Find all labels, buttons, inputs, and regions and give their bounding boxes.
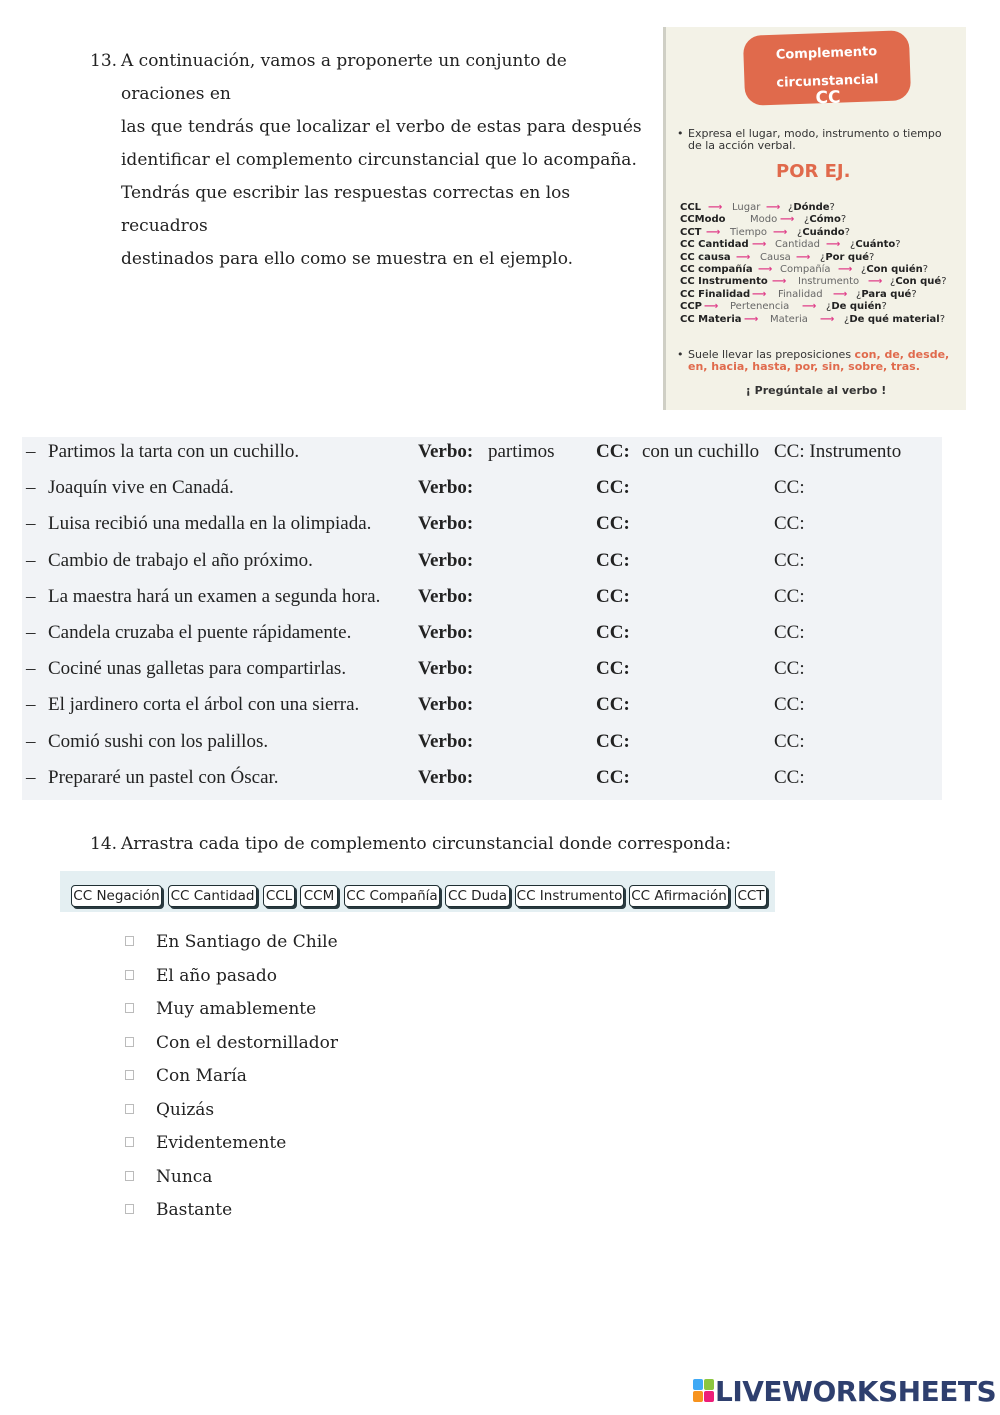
cc-label: CC: <box>596 549 630 571</box>
cc-type-meaning: Pertenencia <box>730 301 790 313</box>
cc-type-key: CC Finalidad <box>680 288 751 300</box>
sentence: Luisa recibió una medalla en la olimpiada. <box>48 513 372 535</box>
item-label: En Santiago de Chile <box>156 932 338 952</box>
cc-type-answer[interactable]: CC: <box>774 694 805 716</box>
arrow-right-icon: ⟶ <box>826 239 841 251</box>
verb-label: Verbo: <box>418 585 474 607</box>
arrow-right-icon: ⟶ <box>752 239 767 251</box>
drag-chip[interactable]: CCT <box>735 885 767 907</box>
cc-type-meaning: Modo <box>750 214 778 226</box>
question-number: 13. <box>90 51 118 71</box>
cc-type-key: CC causa <box>680 251 731 263</box>
cc-label: CC: <box>596 658 630 680</box>
cc-type-question: ¿De quién? <box>826 301 887 313</box>
liveworksheets-logo-icon <box>693 1379 715 1403</box>
table-row: – Prepararé un pastel con Óscar. Verbo: CC: CC: <box>22 763 942 799</box>
cc-type-question: ¿Cuánto? <box>850 239 901 251</box>
logo-wordmark: LIVEWORKSHEETS <box>715 1375 997 1408</box>
table-row: – El jardinero corta el árbol con una sierra. Verbo: CC: CC: <box>22 690 942 726</box>
cc-type-answer[interactable]: CC: <box>774 766 805 788</box>
arrow-right-icon: ⟶ <box>773 226 788 238</box>
question-text: Arrastra cada tipo de complemento circunstancial donde corresponda: <box>121 834 732 854</box>
cc-label: CC: <box>596 694 630 716</box>
question-text-line: las que tendrás que localizar el verbo de estas para después <box>121 117 642 137</box>
verb-answer[interactable]: partimos <box>488 441 555 462</box>
bullet-text: en, hacia, hasta, por, sin, sobre, tras. <box>688 360 920 373</box>
question-text-line: Tendrás que escribir las respuestas correctas en los recuadros <box>121 183 571 236</box>
sentence: Joaquín vive en Canadá. <box>48 477 234 499</box>
cc-type-answer[interactable]: CC: Instrumento <box>774 441 902 462</box>
arrow-right-icon: ⟶ <box>752 288 767 300</box>
verb-label: Verbo: <box>418 622 474 643</box>
arrow-right-icon: ⟶ <box>868 276 883 288</box>
drop-box[interactable] <box>125 1070 134 1080</box>
sentence: Cambio de trabajo el año próximo. <box>48 549 313 571</box>
cc-type-meaning: Cantidad <box>775 239 820 251</box>
item-label: Bastante <box>156 1200 233 1220</box>
cc-type-meaning: Causa <box>760 251 791 263</box>
cc-type-meaning: Tiempo <box>730 226 767 238</box>
arrow-right-icon: ⟶ <box>838 263 853 275</box>
infographic-bullet <box>677 348 958 373</box>
cc-type-question: ¿Para qué? <box>856 288 917 300</box>
drop-box[interactable] <box>125 936 134 946</box>
sentence: Prepararé un pastel con Óscar. <box>48 766 279 788</box>
drop-box[interactable] <box>125 1104 134 1114</box>
arrow-right-icon: ⟶ <box>758 263 773 275</box>
bullet-text: Suele llevar las preposiciones con, de, desde, <box>688 348 950 361</box>
sentence: Cociné unas galletas para compartirlas. <box>48 658 347 680</box>
cc-label: CC: <box>596 585 630 607</box>
table-row: – Cociné unas galletas para compartirlas. Verbo: CC: CC: <box>22 654 942 690</box>
bullet-text: Expresa el lugar, modo, instrumento o tiempo <box>688 127 942 140</box>
table-row: – Comió sushi con los palillos. Verbo: CC: CC: <box>22 727 942 763</box>
drop-box[interactable] <box>125 1003 134 1013</box>
cc-type-key: CCModo <box>680 214 726 226</box>
arrow-right-icon: ⟶ <box>736 251 751 263</box>
cc-type-answer[interactable]: CC: <box>774 730 805 752</box>
drag-chip[interactable]: CC Duda <box>445 885 510 907</box>
verb-label: Verbo: <box>418 730 474 752</box>
item-label: Con María <box>156 1066 247 1086</box>
cc-type-question: ¿Cuándo? <box>797 226 850 238</box>
table-row: – Candela cruzaba el puente rápidamente. Verbo: CC: CC: <box>22 618 942 654</box>
cc-type-question: ¿Por qué? <box>820 251 875 263</box>
item-label: Quizás <box>156 1099 215 1120</box>
cc-type-question: ¿Con qué? <box>890 276 947 288</box>
cc-label: CC: <box>596 513 630 535</box>
cc-label: CC: <box>596 766 630 788</box>
drop-box[interactable] <box>125 1037 134 1047</box>
cc-answer[interactable]: con un cuchillo <box>642 441 760 462</box>
cc-type-meaning: Finalidad <box>778 288 823 300</box>
question-text-line: A continuación, vamos a proponerte un conjunto de oraciones en <box>121 51 567 104</box>
drag-chip[interactable]: CC Afirmación <box>629 885 729 907</box>
drag-chip[interactable]: CC Compañía <box>344 885 440 907</box>
verb-label: Verbo: <box>418 549 474 571</box>
infographic-title-abbrev: CC <box>815 87 841 109</box>
arrow-right-icon: ⟶ <box>708 202 723 213</box>
cc-type-key: CCT <box>680 226 702 238</box>
sentence: La maestra hará un examen a segunda hora. <box>48 585 381 607</box>
arrow-right-icon: ⟶ <box>833 288 848 300</box>
drag-options-bar <box>60 871 775 912</box>
infographic-title-line: Complemento <box>775 44 878 63</box>
cc-type-meaning: Instrumento <box>798 276 860 288</box>
example-heading: POR EJ. <box>776 161 851 182</box>
sentence: Comió sushi con los palillos. <box>48 730 269 752</box>
drop-box[interactable] <box>125 1204 134 1214</box>
arrow-right-icon: ⟶ <box>772 276 787 288</box>
cc-label: CC: <box>596 477 630 499</box>
sentence: Partimos la tarta con un cuchillo. <box>48 441 300 462</box>
table-row: – Joaquín vive en Canadá. Verbo: CC: CC: <box>22 473 942 509</box>
drag-chip[interactable]: CCM <box>300 885 338 907</box>
drag-chip[interactable]: CC Cantidad <box>168 885 257 907</box>
cc-type-meaning: Lugar <box>732 202 761 213</box>
table-row: – Luisa recibió una medalla en la olimpiada. Verbo: CC: CC: <box>22 509 942 545</box>
question-13 <box>90 45 650 276</box>
drag-chip[interactable]: CC Instrumento <box>515 885 624 907</box>
question-text-line: identificar el complemento circunstancial que lo acompaña. <box>121 150 637 170</box>
cc-label: CC: <box>596 622 630 643</box>
bullet-text: de la acción verbal. <box>688 139 796 152</box>
arrow-right-icon: ⟶ <box>802 301 817 313</box>
verb-label: Verbo: <box>418 766 474 788</box>
table-row: – Partimos la tarta con un cuchillo. Verbo: partimos CC: con un cuchillo CC: Instrumento <box>22 437 942 473</box>
question-14 <box>90 830 731 858</box>
table-row: – Cambio de trabajo el año próximo. Verbo: CC: CC: <box>22 546 942 582</box>
item-label: El año pasado <box>156 965 277 986</box>
cc-type-answer[interactable]: CC: <box>774 513 805 535</box>
cc-type-meaning: Materia <box>770 313 808 325</box>
drag-chip[interactable]: CCL <box>263 885 295 907</box>
cc-type-answer[interactable]: CC: <box>774 585 805 607</box>
arrow-right-icon: ⟶ <box>820 313 835 325</box>
cc-type-key: CCP <box>680 301 703 313</box>
item-label: Evidentemente <box>156 1133 287 1153</box>
exercise-table <box>22 437 942 800</box>
table-row: – La maestra hará un examen a segunda hora. Verbo: CC: CC: <box>22 582 942 618</box>
item-label: Con el destornillador <box>156 1032 338 1053</box>
cc-type-key: CC Materia <box>680 313 742 325</box>
cc-type-key: CC Instrumento <box>680 276 768 288</box>
cc-type-answer[interactable]: CC: <box>774 477 805 499</box>
cc-type-answer[interactable]: CC: <box>774 622 805 643</box>
bullet-dot-icon: • <box>677 348 684 361</box>
cc-type-answer[interactable]: CC: <box>774 549 805 571</box>
arrow-right-icon: ⟶ <box>780 214 795 226</box>
arrow-right-icon: ⟶ <box>744 313 759 325</box>
drag-chip[interactable]: CC Negación <box>71 885 162 907</box>
cc-label: CC: <box>596 441 630 462</box>
drop-box[interactable] <box>125 1171 134 1181</box>
arrow-right-icon: ⟶ <box>706 226 721 238</box>
sentence: El jardinero corta el árbol con una sierra. <box>48 694 360 716</box>
arrow-right-icon: ⟶ <box>704 301 719 313</box>
verb-label: Verbo: <box>418 694 474 716</box>
infographic-title-badge <box>743 30 911 109</box>
drop-box[interactable] <box>125 970 134 980</box>
verb-label: Verbo: <box>418 441 474 462</box>
item-label: Muy amablemente <box>156 999 317 1019</box>
cc-type-key: CCL <box>680 202 702 213</box>
arrow-right-icon: ⟶ <box>766 202 781 213</box>
verb-label: Verbo: <box>418 513 474 535</box>
cc-type-question: ¿De qué material? <box>844 313 945 325</box>
sentence: Candela cruzaba el puente rápidamente. <box>48 622 352 643</box>
item-label: Nunca <box>156 1166 213 1187</box>
cc-type-question: ¿Dónde? <box>788 202 835 213</box>
infographic-footer: ¡ Pregúntale al verbo ! <box>745 384 887 397</box>
verb-label: Verbo: <box>418 477 474 499</box>
cc-type-question: ¿Con quién? <box>861 263 929 275</box>
drop-box[interactable] <box>125 1137 134 1147</box>
arrow-right-icon: ⟶ <box>796 251 811 263</box>
cc-type-key: CC compañía <box>680 263 753 275</box>
cc-infographic <box>663 27 966 410</box>
question-number: 14. <box>90 834 118 854</box>
question-text-line: destinados para ello como se muestra en el ejemplo. <box>121 249 574 269</box>
cc-type-meaning: Compañía <box>780 263 831 275</box>
infographic-title-line: circunstancial <box>776 72 879 91</box>
verb-label: Verbo: <box>418 658 474 680</box>
cc-label: CC: <box>596 730 630 752</box>
bullet-dot-icon: • <box>677 127 684 140</box>
cc-type-answer[interactable]: CC: <box>774 658 805 680</box>
cc-type-key: CC Cantidad <box>680 239 749 251</box>
cc-type-question: ¿Cómo? <box>804 214 847 226</box>
infographic-bullet <box>677 127 958 152</box>
